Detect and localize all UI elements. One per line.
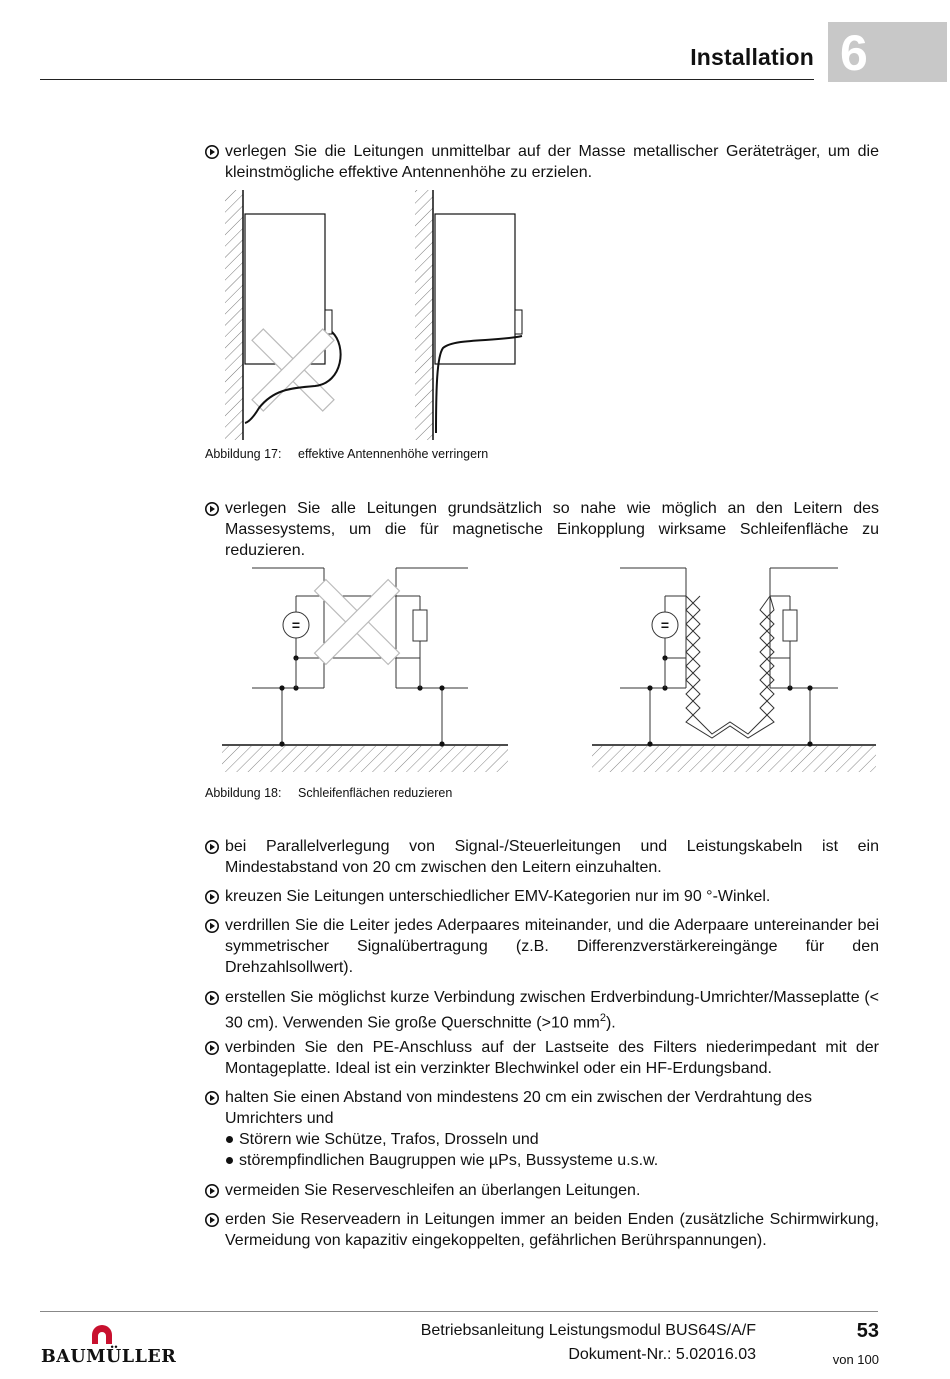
bullet-item [205, 987, 879, 1033]
arrow-bullet-icon [205, 919, 219, 933]
bullet-dot-icon [226, 1136, 233, 1143]
bullet-text: verlegen Sie die Leitungen unmittelbar auf der Masse metallischer Geräteträger, um die kleinstmögliche effektive Antennenhöhe zu erzielen. [225, 143, 879, 181]
figure-17-antenna-height [215, 188, 535, 443]
dc-source-symbol-left: = [291, 617, 301, 633]
figure-caption-text: effektive Antennenhöhe verringern [298, 447, 489, 461]
bullet-item [205, 915, 879, 978]
arrow-bullet-icon [205, 502, 219, 516]
figure-17-caption [205, 447, 488, 461]
bullet-item [205, 1037, 879, 1079]
bullet-item [205, 141, 879, 183]
arrow-bullet-icon [205, 1091, 219, 1105]
footer-rule [40, 1311, 878, 1312]
company-logo-text: BAUMÜLLER [41, 1347, 177, 1367]
figure-caption-text: Schleifenflächen reduzieren [298, 786, 453, 800]
arrow-bullet-icon [205, 991, 219, 1005]
bullet-item [205, 1087, 879, 1171]
figure-label: Abbildung 17: [205, 447, 282, 461]
baumueller-logo-icon [86, 1324, 118, 1346]
arrow-bullet-icon [205, 1184, 219, 1198]
page-number: 53 [856, 1320, 879, 1342]
chapter-tab [828, 22, 947, 82]
arrow-bullet-icon [205, 890, 219, 904]
footer-manual-title: Betriebsanleitung Leistungsmodul BUS64S/A/F [420, 1322, 756, 1339]
arrow-bullet-icon [205, 1041, 219, 1055]
bullet-item [205, 498, 879, 561]
bullet-text-end: ). [605, 1014, 616, 1032]
bullet-text: erden Sie Reserveadern in Leitungen immer an beiden Enden (zusätzliche Schirmwirkung, Vermeidung von kapazitiv eingekoppelten, gefährlichen Berührspannungen). [225, 1211, 879, 1249]
arrow-bullet-icon [205, 145, 219, 159]
chapter-number: 6 [840, 25, 868, 81]
bullet-item [205, 886, 879, 907]
bullet-text-main: erstellen Sie möglichst kurze Verbindung zwischen Erdverbindung-Umrichter/Masseplatte (< 30 cm). Verwenden Sie große Querschnitte (>10 mm [225, 989, 879, 1032]
header-rule [40, 79, 814, 80]
bullet-text [225, 987, 879, 1033]
bullet-text: verlegen Sie alle Leitungen grundsätzlich so nahe wie möglich an den Leitern des Massesystems, um die für magnetische Einkopplung wirksame Schleifenfläche zu reduzieren. [225, 500, 879, 559]
bullet-text: verdrillen Sie die Leiter jedes Aderpaares miteinander, und die Aderpaare untereinander bei symmetrischer Signalübertragung (z.B. Differenzverstärkereingänge für den Drehzahlsollwert). [225, 917, 879, 976]
bullet-text: kreuzen Sie Leitungen unterschiedlicher EMV-Kategorien nur im 90 °-Winkel. [225, 888, 771, 905]
footer-document-number: Dokument-Nr.: 5.02016.03 [568, 1346, 756, 1363]
bullet-text: bei Parallelverlegung von Signal-/Steuerleitungen und Leistungskabeln ist ein Mindestabstand von 20 cm zwischen den Leitern einzuhalten. [225, 838, 879, 876]
bullet-text: halten Sie einen Abstand von mindestens 20 cm ein zwischen der Verdrahtung des Umrichters und [225, 1089, 813, 1127]
sub-bullet-text: störempfindlichen Baugruppen wie µPs, Bussysteme u.s.w. [239, 1152, 659, 1169]
page-total: von 100 [832, 1352, 879, 1367]
chapter-title: Installation [690, 44, 814, 70]
sub-bullet-text: Störern wie Schütze, Trafos, Drosseln und [239, 1131, 539, 1148]
arrow-bullet-icon [205, 1213, 219, 1227]
diagram-right-twisted-pair [620, 568, 838, 744]
bullet-dot-icon [226, 1157, 233, 1164]
sub-bullet-item [225, 1129, 879, 1150]
figure-18-caption [205, 786, 452, 800]
bullet-item [205, 836, 879, 878]
diagram-left-wide-loop [252, 568, 468, 744]
bullet-text: vermeiden Sie Reserveschleifen an überlangen Leitungen. [225, 1182, 641, 1199]
superscript: 2 [599, 1012, 606, 1024]
sub-bullet-item [225, 1150, 879, 1171]
dc-source-symbol-right: = [660, 617, 670, 633]
figure-18-loop-area [220, 562, 880, 777]
arrow-bullet-icon [205, 840, 219, 854]
figure-label: Abbildung 18: [205, 786, 282, 800]
bullet-text: verbinden Sie den PE-Anschluss auf der Lastseite des Filters niederimpedant mit der Montageplatte. Ideal ist ein verzinkter Blechwinkel oder ein HF-Erdungsband. [225, 1039, 879, 1077]
bullet-item [205, 1209, 879, 1251]
bullet-item [205, 1180, 879, 1201]
